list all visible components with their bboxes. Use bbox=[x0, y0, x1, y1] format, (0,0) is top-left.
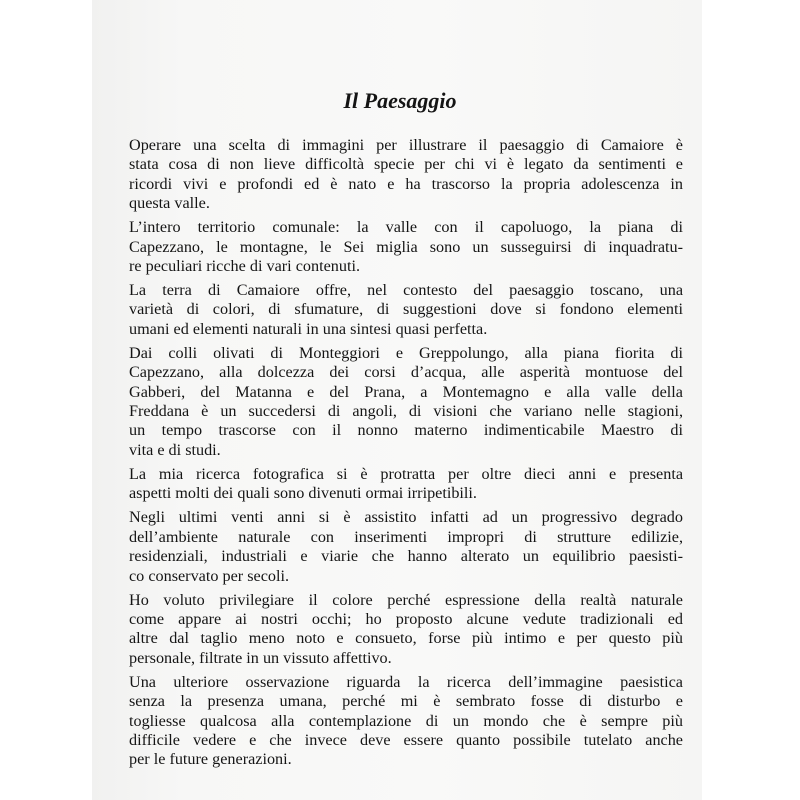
paragraph bbox=[129, 673, 683, 770]
paragraph bbox=[129, 591, 683, 669]
text-line: come appare ai nostri occhi; ho proposto alcune vedute tradizionali ed bbox=[129, 609, 683, 628]
text-line: residenziali, industriali e viarie che hanno alterato un equilibrio paesisti- bbox=[129, 547, 683, 566]
text-line: re peculiari ricche di vari contenuti. bbox=[129, 257, 361, 276]
text-line: senza la presenza umana, perché mi è sembrato fosse di disturbo e bbox=[129, 692, 683, 711]
text-line: aspetti molti dei quali sono divenuti ormai irripetibili. bbox=[129, 484, 477, 503]
text-line: dell’ambiente naturale con inserimenti impropri di strutture edilizie, bbox=[129, 527, 683, 546]
text-line: Capezzano, alla dolcezza dei corsi d’acqua, alle asperità montuose del bbox=[129, 363, 683, 382]
text-line: Gabberi, del Matanna e del Prana, a Montemagno e alla valle della bbox=[129, 382, 683, 401]
text-line: varietà di colori, di sfumature, di suggestioni dove si fondono elementi bbox=[129, 300, 683, 319]
paragraph bbox=[129, 218, 683, 276]
text-line: difficile vedere e che invece deve essere quanto possibile tutelato anche bbox=[129, 730, 683, 749]
text-line: Freddana è un succedersi di angoli, di visioni che variano nelle stagioni, bbox=[129, 402, 683, 421]
paragraph bbox=[129, 344, 683, 460]
text-line: L’intero territorio comunale: la valle con il capoluogo, la piana di bbox=[129, 218, 683, 237]
paragraph bbox=[129, 281, 683, 339]
text-line: Dai colli olivati di Monteggiori e Greppolungo, alla piana fiorita di bbox=[129, 343, 683, 362]
paragraph bbox=[129, 508, 683, 586]
paragraph bbox=[129, 465, 683, 504]
text-line: La terra di Camaiore offre, nel contesto del paesaggio toscano, una bbox=[129, 281, 683, 300]
text-line: un tempo trascorse con il nonno materno indimenticabile Maestro di bbox=[129, 421, 683, 440]
text-line: Una ulteriore osservazione riguarda la ricerca dell’immagine paesistica bbox=[129, 672, 683, 691]
text-line: Negli ultimi venti anni si è assistito infatti ad un progressivo degrado bbox=[129, 508, 683, 527]
text-line: Operare una scelta di immagini per illustrare il paesaggio di Camaiore è bbox=[129, 136, 683, 154]
text-line: per le future generazioni. bbox=[129, 750, 292, 769]
text-line: ricordi vivi e profondi ed è nato e ha trascorso la propria adolescenza in bbox=[129, 174, 683, 193]
paragraph bbox=[129, 136, 683, 214]
page-title: Il Paesaggio bbox=[343, 88, 457, 113]
text-line: altre dal taglio meno noto e consueto, forse più intimo e per questo più bbox=[129, 629, 683, 648]
text-line: La mia ricerca fotografica si è protratta per oltre dieci anni e presenta bbox=[129, 464, 683, 483]
text-line: Capezzano, le montagne, le Sei miglia sono un susseguirsi di inquadratu- bbox=[129, 237, 683, 256]
text-line: vita e di studi. bbox=[129, 440, 221, 459]
text-line: personale, filtrate in un vissuto affettivo. bbox=[129, 648, 392, 667]
body-text bbox=[129, 136, 683, 774]
text-line: stata cosa di non lieve difficoltà specie per chi vi è legato da sentimenti e bbox=[129, 155, 683, 174]
text-line: Ho voluto privilegiare il colore perché espressione della realtà naturale bbox=[129, 590, 683, 609]
text-line: questa valle. bbox=[129, 194, 210, 213]
text-line: co conservato per secoli. bbox=[129, 566, 290, 585]
text-line: togliesse qualcosa alla contemplazione di un mondo che è sempre più bbox=[129, 711, 683, 730]
text-line: umani ed elementi naturali in una sintesi quasi perfetta. bbox=[129, 319, 488, 338]
